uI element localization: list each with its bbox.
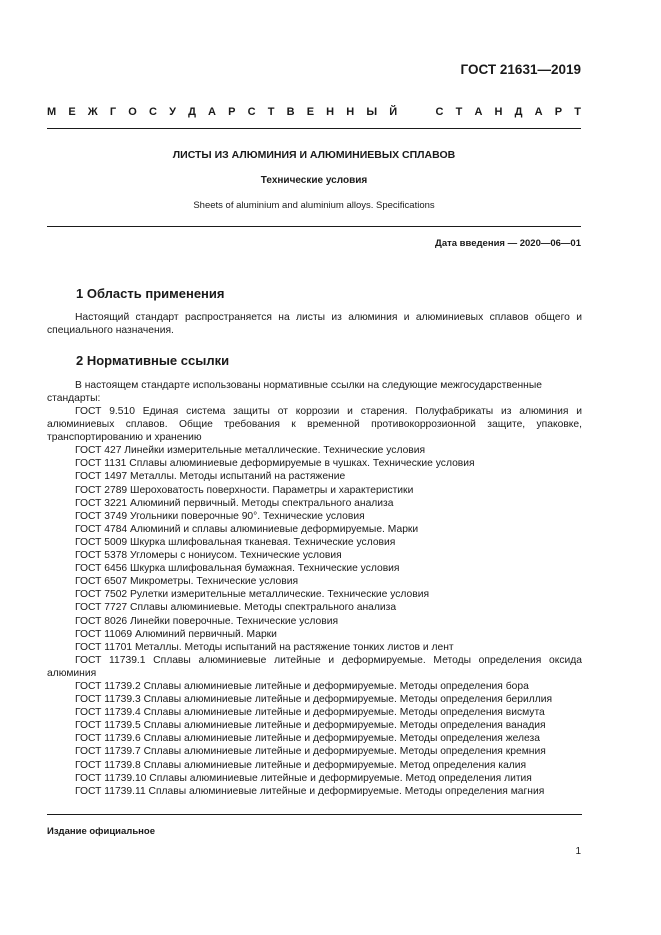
interstate-letter: Н xyxy=(326,106,335,118)
interstate-letter: Е xyxy=(306,106,315,118)
reference-item: ГОСТ 1497 Металлы. Методы испытаний на растяжение xyxy=(75,471,346,483)
footer-divider xyxy=(47,814,582,815)
section-heading-references: 2 Нормативные ссылки xyxy=(76,353,230,368)
reference-item: ГОСТ 11701 Металлы. Методы испытаний на растяжение тонких листов и лент xyxy=(75,641,454,653)
interstate-letter: А xyxy=(208,106,216,118)
title-divider xyxy=(47,226,581,227)
interstate-letter: В xyxy=(286,106,295,118)
references-list xyxy=(47,405,582,798)
introduction-date: Дата введения — 2020—06—01 xyxy=(435,238,581,249)
document-subtitle: Технические условия xyxy=(260,175,368,186)
reference-item: ГОСТ 11069 Алюминий первичный. Марки xyxy=(75,628,277,640)
interstate-letter xyxy=(409,106,423,118)
reference-item: ГОСТ 7727 Сплавы алюминиевые. Методы спектрального анализа xyxy=(75,602,397,614)
reference-item: ГОСТ 3749 Угольники поверочные 90°. Технические условия xyxy=(75,510,365,522)
interstate-letter: Д xyxy=(188,106,196,118)
reference-item: ГОСТ 11739.11 Сплавы алюминиевые литейные и деформируемые. Методы определения магния xyxy=(75,785,545,797)
interstate-letter: Е xyxy=(68,106,76,118)
page-number: 1 xyxy=(575,846,581,857)
interstate-letter: Ы xyxy=(366,106,378,118)
interstate-letter: А xyxy=(474,106,483,118)
document-title: ЛИСТЫ ИЗ АЛЮМИНИЯ И АЛЮМИНИЕВЫХ СПЛАВОВ xyxy=(172,149,456,161)
reference-item: ГОСТ 5378 Угломеры с нониусом. Технические условия xyxy=(75,550,342,562)
reference-item: ГОСТ 11739.4 Сплавы алюминиевые литейные и деформируемые. Методы определения висмута xyxy=(75,707,545,719)
edition-label: Издание официальное xyxy=(47,826,155,837)
reference-item: ГОСТ 4784 Алюминий и сплавы алюминиевые деформируемые. Марки xyxy=(75,523,419,535)
reference-item: ГОСТ 427 Линейки измерительные металлические. Технические условия xyxy=(75,445,426,457)
reference-item: ГОСТ 8026 Линейки поверочные. Технические условия xyxy=(75,615,339,627)
interstate-letter: У xyxy=(169,106,176,118)
reference-item: ГОСТ 11739.5 Сплавы алюминиевые литейные и деформируемые. Методы определения ванадия xyxy=(75,720,546,732)
reference-item: ГОСТ 11739.2 Сплавы алюминиевые литейные и деформируемые. Методы определения бора xyxy=(75,680,529,692)
interstate-letter: Н xyxy=(346,106,355,118)
interstate-letter: С xyxy=(148,106,157,118)
interstate-letter: С xyxy=(435,106,444,118)
interstate-letter: Р xyxy=(228,106,236,118)
reference-item: ГОСТ 6507 Микрометры. Технические условия xyxy=(75,576,299,588)
header-divider xyxy=(47,128,581,129)
interstate-letter: Н xyxy=(494,106,503,118)
interstate-letter: Д xyxy=(514,106,523,118)
reference-item: ГОСТ 1131 Сплавы алюминиевые деформируемые в чушках. Технические условия xyxy=(75,458,475,470)
interstate-letter: Г xyxy=(109,106,117,118)
reference-item: ГОСТ 5009 Шкурка шлифовальная тканевая. Технические условия xyxy=(75,536,396,548)
english-title: Sheets of aluminium and aluminium alloys. Specifications xyxy=(193,200,435,211)
interstate-letter: С xyxy=(247,106,256,118)
interstate-letter: Т xyxy=(574,106,581,118)
interstate-letter: М xyxy=(47,106,57,118)
section-heading-scope: 1 Область применения xyxy=(76,286,225,301)
reference-item: ГОСТ 2789 Шероховатость поверхности. Параметры и характеристики xyxy=(75,484,414,496)
standard-number: ГОСТ 21631—2019 xyxy=(460,62,581,77)
reference-item: ГОСТ 11739.10 Сплавы алюминиевые литейные и деформируемые. Метод определения лития xyxy=(75,772,532,784)
interstate-letter: А xyxy=(534,106,543,118)
reference-item: ГОСТ 11739.1 Сплавы алюминиевые литейные и деформируемые. Методы определения оксида алюминия xyxy=(47,654,582,679)
reference-item: ГОСТ 11739.8 Сплавы алюминиевые литейные и деформируемые. Метод определения калия xyxy=(75,759,527,771)
reference-item: ГОСТ 11739.7 Сплавы алюминиевые литейные и деформируемые. Методы определения кремния xyxy=(75,746,546,758)
references-intro: В настоящем стандарте использованы нормативные ссылки на следующие межгосударственные стандарты: xyxy=(47,380,542,404)
interstate-letter: Р xyxy=(554,106,563,118)
interstate-letter: Т xyxy=(455,106,463,118)
interstate-letter: Т xyxy=(267,106,275,118)
reference-item: ГОСТ 11739.3 Сплавы алюминиевые литейные и деформируемые. Методы определения бериллия xyxy=(75,694,553,706)
reference-item: ГОСТ 7502 Рулетки измерительные металлические. Технические условия xyxy=(75,589,430,601)
interstate-standard-banner xyxy=(47,106,581,118)
interstate-letter: Ж xyxy=(87,106,98,118)
interstate-letter: Й xyxy=(389,106,398,118)
reference-item: ГОСТ 11739.6 Сплавы алюминиевые литейные и деформируемые. Методы определения железа xyxy=(75,733,540,745)
reference-item: ГОСТ 3221 Алюминий первичный. Методы спектрального анализа xyxy=(75,497,394,509)
reference-item: ГОСТ 6456 Шкурка шлифовальная бумажная. Технические условия xyxy=(75,563,400,575)
interstate-letter: О xyxy=(128,106,137,118)
scope-paragraph: Настоящий стандарт распространяется на листы из алюминия и алюминиевых сплавов общего и специального назначения. xyxy=(47,312,582,336)
reference-item: ГОСТ 9.510 Единая система защиты от коррозии и старения. Полуфабрикаты из алюминия и алюминиевых сплавов. Общие требования к временной противокоррозионной защите, упаковке, транспортированию и хранению xyxy=(47,406,582,444)
